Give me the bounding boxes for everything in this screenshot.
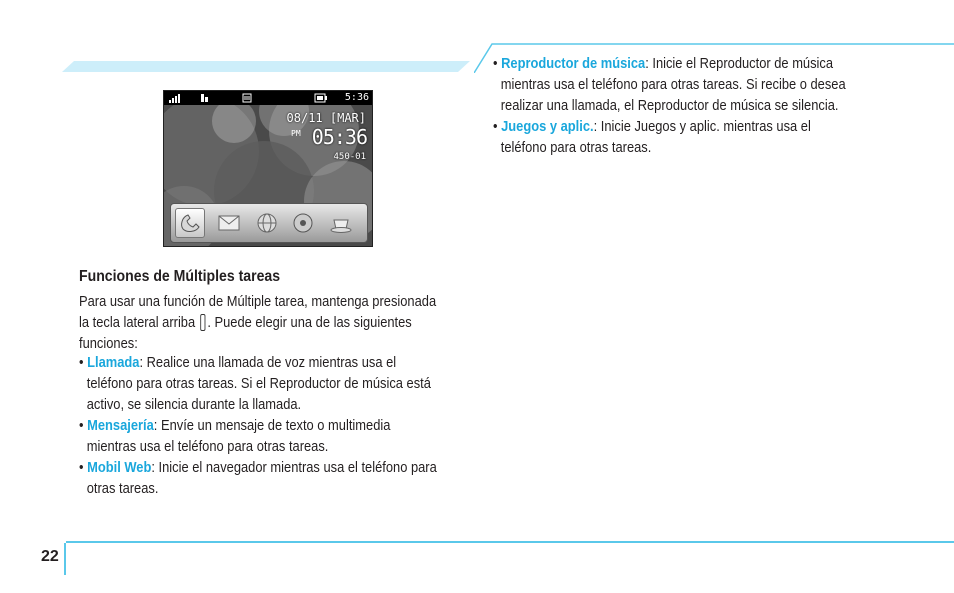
bullet-term: Reproductor de música [501, 55, 646, 72]
bullet-mobil-web: • Mobil Web: Inicie el navegador mientras usa el teléfono para otras tareas. [79, 459, 437, 497]
bullet-term: Mobil Web [87, 459, 152, 476]
intro-line: la tecla lateral arriba . Puede elegir una de las siguientes [79, 314, 412, 331]
data-icon [200, 93, 210, 103]
status-time: 5:36 [344, 92, 369, 103]
intro-line: Para usar una función de Múltiple tarea, mantenga presionada [79, 293, 437, 310]
phone-icon [175, 208, 205, 238]
page-number: 22 [41, 548, 59, 565]
bullet-llamada: • Llamada: Realice una llamada de voz mientras usa el teléfono para otras tareas. Si el Reproductor de música está activo, se silencia durante la llamada. [79, 354, 431, 413]
multitask-dock [170, 203, 368, 243]
bullet-mensajeria: • Mensajería: Envíe un mensaje de texto o multimedia mientras usa el teléfono para otras tareas. [79, 417, 391, 455]
memo-icon [242, 93, 252, 103]
header-banner-left [62, 61, 470, 72]
globe-icon [253, 208, 283, 238]
clock-display: 05:36 [311, 125, 367, 149]
page-number-rule [64, 543, 66, 575]
date-display: 08/11 [MAR] [286, 111, 366, 125]
battery-icon [314, 93, 328, 103]
cup-icon [327, 208, 357, 238]
envelope-icon [215, 208, 245, 238]
section-title: Funciones de Múltiples tareas [79, 268, 281, 285]
network-code: 450-01 [333, 152, 366, 162]
footer-rule [66, 541, 954, 543]
music-disc-icon [289, 208, 319, 238]
bullet-juegos: • Juegos y aplic.: Inicie Juegos y aplic. mientras usa el teléfono para otras tareas. [493, 118, 811, 156]
intro-line: funciones: [79, 335, 138, 352]
phone-screen-image [163, 90, 373, 247]
bullet-reproductor: • Reproductor de música: Inicie el Reproductor de música mientras usa el teléfono para otras tareas. Si recibe o desea realizar una llamada, el Reproductor de música se silencia. [493, 55, 846, 114]
ampm-indicator: PM [291, 129, 301, 138]
bullet-term: Llamada [87, 354, 140, 371]
bullet-term: Juegos y aplic. [501, 118, 594, 135]
status-bar [164, 91, 372, 105]
bullet-term: Mensajería [87, 417, 154, 434]
side-key-icon [200, 314, 205, 331]
intro-paragraph [79, 291, 436, 354]
signal-icon [169, 93, 183, 103]
